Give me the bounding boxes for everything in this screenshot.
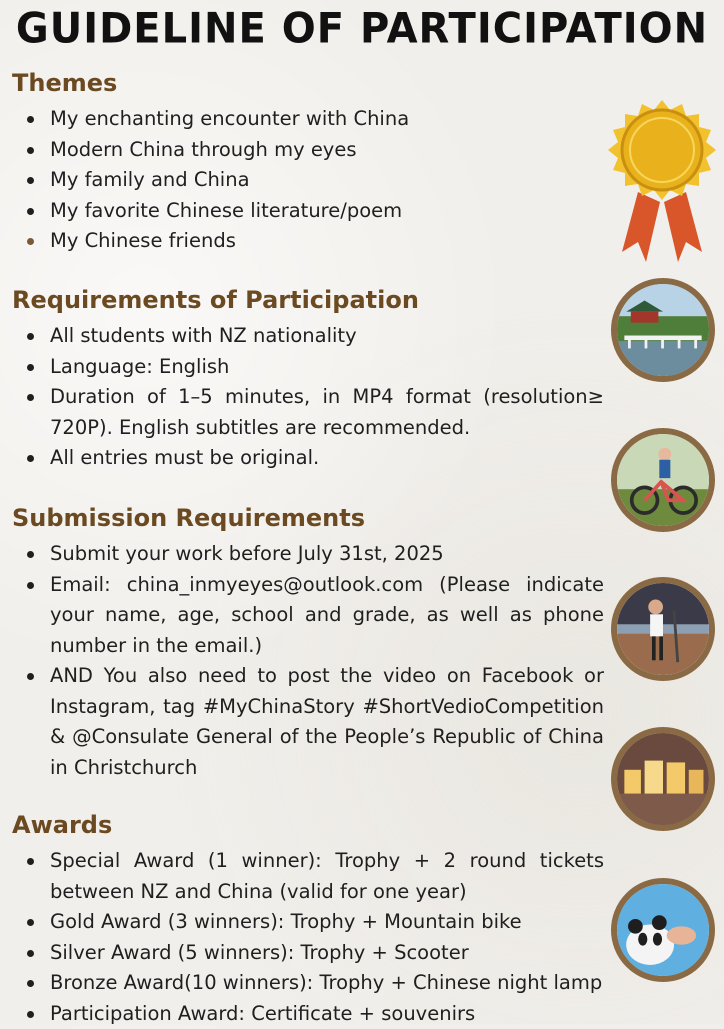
panda-photo bbox=[611, 878, 715, 982]
list-item: Email: china_inmyeyes@outlook.com (Please indicate your name, age, school and grade, as well as phone number in the email.) bbox=[12, 570, 604, 662]
list-item: Language: English bbox=[12, 352, 604, 383]
list-item: My enchanting encounter with China bbox=[12, 104, 604, 135]
list-item: Gold Award (3 winners): Trophy + Mountain bike bbox=[12, 907, 604, 938]
themes-list bbox=[12, 104, 604, 257]
list-item: Silver Award (5 winners): Trophy + Scooter bbox=[12, 938, 604, 969]
list-item: Duration of 1–5 minutes, in MP4 format (resolution≥ 720P). English subtitles are recommended. bbox=[12, 382, 604, 443]
gold-medal-icon bbox=[600, 92, 724, 272]
themes-section bbox=[12, 68, 604, 257]
submission-section bbox=[12, 503, 604, 783]
page-title: GUIDELINE OF PARTICIPATION bbox=[0, 5, 724, 53]
requirements-section bbox=[12, 285, 604, 474]
list-item: AND You also need to post the video on Facebook or Instagram, tag #MyChinaStory #ShortVedioCompetition & @Consulate General of the People’s Republic of China in Christchurch bbox=[12, 661, 604, 783]
themes-heading: Themes bbox=[12, 68, 604, 98]
list-item: My Chinese friends bbox=[12, 226, 604, 257]
requirements-list bbox=[12, 321, 604, 474]
chinese-garden-bridge-photo bbox=[611, 278, 715, 382]
submission-heading: Submission Requirements bbox=[12, 503, 604, 533]
mountain-bike-photo bbox=[611, 428, 715, 532]
list-item: My family and China bbox=[12, 165, 604, 196]
list-item: My favorite Chinese literature/poem bbox=[12, 196, 604, 227]
submission-list bbox=[12, 539, 604, 783]
list-item: Participation Award: Certificate + souvenirs bbox=[12, 999, 604, 1029]
list-item: Special Award (1 winner): Trophy + 2 round tickets between NZ and China (valid for one year) bbox=[12, 846, 604, 907]
requirements-heading: Requirements of Participation bbox=[12, 285, 604, 315]
list-item: All entries must be original. bbox=[12, 443, 604, 474]
awards-list bbox=[12, 846, 604, 1029]
awards-heading: Awards bbox=[12, 810, 604, 840]
list-item: Bronze Award(10 winners): Trophy + Chinese night lamp bbox=[12, 968, 604, 999]
list-item: All students with NZ nationality bbox=[12, 321, 604, 352]
list-item: Submit your work before July 31st, 2025 bbox=[12, 539, 604, 570]
awards-section bbox=[12, 810, 604, 1029]
scooter-photo bbox=[611, 577, 715, 681]
list-item: Modern China through my eyes bbox=[12, 135, 604, 166]
chinese-lamps-photo bbox=[611, 727, 715, 831]
